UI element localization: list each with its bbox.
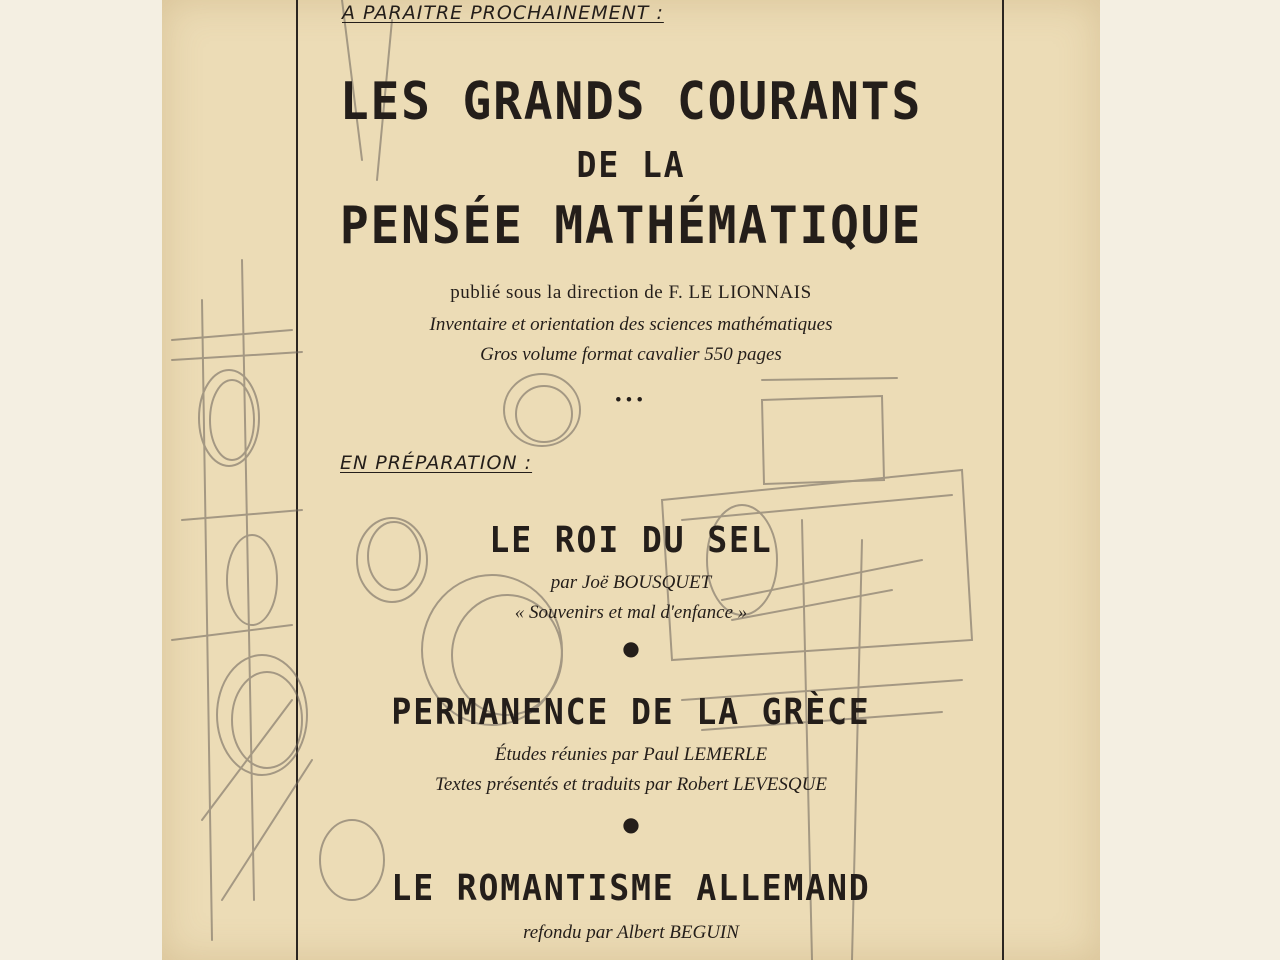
book1-title-line2: DE LA	[576, 145, 686, 186]
book3-line2: Textes présentés et traduits par Robert LEVESQUE	[435, 774, 827, 795]
book2-title: LE ROI DU SEL	[489, 520, 773, 561]
book1-subtitle: Inventaire et orientation des sciences mathématiques	[429, 314, 833, 335]
page-sheet	[162, 0, 1100, 960]
book3-bullet: ●	[622, 812, 640, 836]
book3-line1: Études réunies par Paul LEMERLE	[494, 744, 768, 765]
book1-format: Gros volume format cavalier 550 pages	[480, 344, 782, 365]
book3-title: PERMANENCE DE LA GRÈCE	[391, 692, 871, 733]
advertisement-text	[162, 0, 1100, 960]
book2-subtitle: « Souvenirs et mal d'enfance »	[514, 602, 748, 623]
book4-title: LE ROMANTISME ALLEMAND	[391, 868, 871, 909]
in-preparation-label: EN PRÉPARATION :	[340, 452, 533, 474]
announce-label: A PARAITRE PROCHAINEMENT :	[342, 2, 664, 24]
separator-dots: •••	[615, 390, 647, 411]
book4-line1: refondu par Albert BEGUIN	[523, 922, 739, 943]
book2-bullet: ●	[622, 636, 640, 660]
book1-publisher: publié sous la direction de F. LE LIONNAIS	[450, 282, 812, 303]
book1-title-line3: PENSÉE MATHÉMATIQUE	[339, 196, 923, 256]
book1-title-line1: LES GRANDS COURANTS	[339, 72, 923, 132]
book2-author: par Joë BOUSQUET	[550, 572, 712, 593]
